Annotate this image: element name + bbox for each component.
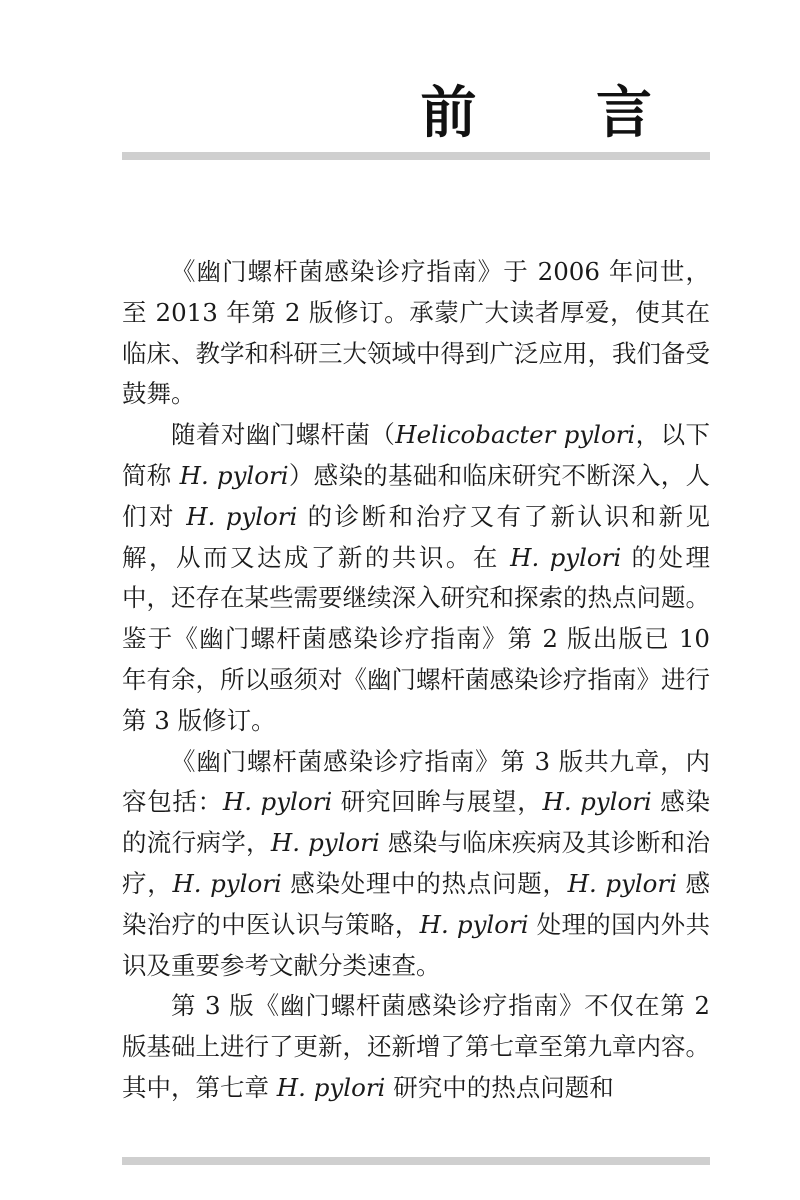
paragraph <box>122 252 710 415</box>
paragraph <box>122 742 710 987</box>
italic-term: H. pylori <box>276 1072 386 1102</box>
text-run: 研究中的热点问题和 <box>385 1072 614 1102</box>
text-run: 的诊断和治疗又有了新认识和新见解，从而又达成了新的共识。在 <box>122 501 710 572</box>
text-run: 感染与临床疾病及其诊断和治疗， <box>122 828 710 898</box>
paragraph <box>122 415 710 741</box>
text-run: 《幽门螺杆菌感染诊疗指南》第 3 版共九章，内容包括： <box>122 746 710 817</box>
italic-term: H. pylori <box>567 868 677 898</box>
text-run: 感染处理中的热点问题， <box>281 868 568 898</box>
text-run: ，以下简称 <box>122 420 711 490</box>
text-run: 研究回眸与展望， <box>332 787 543 817</box>
italic-term: H. pylori <box>222 787 333 817</box>
header-divider <box>122 152 710 160</box>
italic-term: H. pylori <box>270 828 380 858</box>
text-run: 处理的国内外共识及重要参考文献分类速查。 <box>122 909 710 980</box>
text-run: ）感染的基础和临床研究不断深入，人们对 <box>122 460 710 531</box>
italic-term: Helicobacter pylori <box>395 420 636 450</box>
text-run: 感染治疗的中医认识与策略， <box>122 868 710 939</box>
text-run: 的处理中，还存在某些需要继续深入研究和探索的热点问题。鉴于《幽门螺杆菌感染诊疗指南》第 2 版出版已 10 年有余，所以亟须对《幽门螺杆菌感染诊疗指南》进行第 3 版修订。 <box>122 542 710 735</box>
text-run: 随着对幽门螺杆菌（ <box>171 420 396 450</box>
body-text <box>122 252 710 1109</box>
italic-term: H. pylori <box>510 542 622 572</box>
italic-term: H. pylori <box>172 868 282 898</box>
italic-term: H. pylori <box>179 460 289 490</box>
italic-term: H. pylori <box>186 501 298 531</box>
text-run: 感染的流行病学， <box>122 787 711 858</box>
italic-term: H. pylori <box>542 787 652 817</box>
text-run: 《幽门螺杆菌感染诊疗指南》于 2006 年问世，至 2013 年第 2 版修订。承蒙广大读者厚爱，使其在临床、教学和科研三大领域中得到广泛应用，我们备受鼓舞。 <box>122 257 710 409</box>
paragraph <box>122 986 710 1108</box>
italic-term: H. pylori <box>419 909 529 939</box>
text-run: 第 3 版《幽门螺杆菌感染诊疗指南》不仅在第 2 版基础上进行了更新，还新增了第七章至第九章内容。其中，第七章 <box>122 991 710 1102</box>
footer-divider <box>122 1157 710 1165</box>
page-title: 前 言 <box>420 81 702 146</box>
